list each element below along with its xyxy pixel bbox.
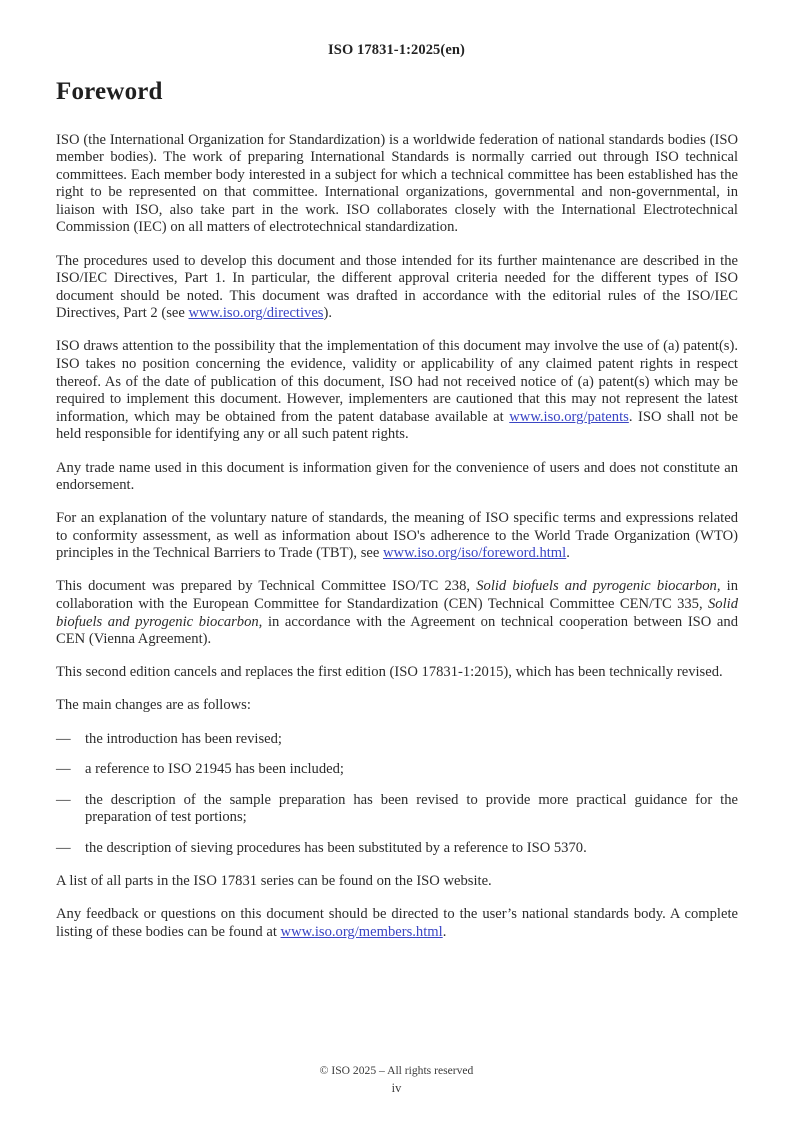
- page-title: Foreword: [56, 78, 163, 105]
- paragraph-patents: [56, 338, 738, 444]
- footer-page-number: iv: [391, 1081, 402, 1095]
- paragraph-feedback: [56, 906, 738, 941]
- tc-text-part-2: in collaboration with the European Committee for Standardization (CEN) Technical Committee CEN/TC 335,: [56, 578, 739, 613]
- paragraph-trade-name: Any trade name used in this document is information given for the convenience of users and does not constitute an endorsement.: [56, 459, 738, 494]
- list-item-text: the description of the sample preparation has been revised to provide more practical guidance for the preparation of test portions;: [85, 791, 738, 826]
- paragraph-procedures-text-before: The procedures used to develop this document and those intended for its further maintenance are described in the ISO/IEC Directives, Part 1. In particular, the different approval criteria needed for the different types of ISO document should be noted. This document was drafted in accordance with the editorial rules of the ISO/IEC Directives, Part 2 (see: [56, 252, 738, 322]
- list-item: [56, 761, 738, 779]
- em-dash-marker: —: [56, 791, 71, 808]
- paragraph-feedback-text-before: Any feedback or questions on this document should be directed to the user’s national standards body. A complete listing of these bodies can be found at: [56, 906, 738, 940]
- paragraph-iso-description: ISO (the International Organization for Standardization) is a worldwide federation of national standards bodies (ISO member bodies). The work of preparing International Standards is normally carried out through ISO technical committees. Each member body interested in a subject for which a technical committee has been established has the right to be represented on that committee. International organizations, governmental and non-governmental, in liaison with ISO, also take part in the work. ISO collaborates closely with the International Electrotechnical Commission (IEC) on all matters of electrotechnical standardization.: [56, 131, 738, 236]
- page-content: [56, 78, 738, 941]
- link-iso-foreword[interactable]: www.iso.org/iso/foreword.html: [382, 545, 567, 562]
- em-dash-marker: —: [56, 730, 71, 747]
- running-head: ISO 17831-1:2025(en): [328, 42, 465, 58]
- list-item-text: the introduction has been revised;: [85, 730, 282, 747]
- paragraph-main-changes-intro: The main changes are as follows:: [56, 697, 251, 714]
- paragraph-patents-text-after: . ISO shall not be held responsible for identifying any or all such patent rights.: [56, 408, 739, 443]
- paragraph-wto: [56, 510, 738, 563]
- list-item: [56, 840, 738, 858]
- list-item: [56, 731, 738, 749]
- link-iso-directives[interactable]: www.iso.org/directives: [188, 305, 324, 322]
- paragraph-wto-text-before: For an explanation of the voluntary nature of standards, the meaning of ISO specific terms and expressions related to conformity assessment, as well as information about ISO's adherence to the World Trade Organization (WTO) principles in the Technical Barriers to Trade (TBT), see: [56, 510, 738, 562]
- paragraph-wto-text-after: .: [566, 545, 570, 562]
- paragraph-patents-text-before: ISO draws attention to the possibility that the implementation of this document may involve the use of (a) patent(s). ISO takes no position concerning the evidence, validity or applicability of any claimed patent rights in respect thereof. As of the date of publication of this document, ISO had not received notice of (a) patent(s) which may be required to implement this document. However, implementers are cautioned that this may not represent the latest information, which may be obtained from the patent database available at: [56, 338, 738, 425]
- tc-text-part-3: in accordance with the Agreement on technical cooperation between ISO and CEN (Vienna Agreement).: [56, 613, 738, 648]
- paragraph-second-edition: This second edition cancels and replaces the first edition (ISO 17831-1:2015), which has been technically revised.: [56, 664, 723, 681]
- paragraph-all-parts: A list of all parts in the ISO 17831 series can be found on the ISO website.: [56, 873, 492, 889]
- tc-committee-title-1: Solid biofuels and pyrogenic biocarbon,: [476, 578, 721, 595]
- list-item: [56, 792, 738, 827]
- paragraph-procedures: [56, 253, 738, 323]
- em-dash-marker: —: [56, 839, 71, 856]
- link-iso-members[interactable]: www.iso.org/members.html: [280, 923, 443, 940]
- main-changes-list: [56, 731, 738, 858]
- paragraph-procedures-text-after: ).: [323, 305, 333, 322]
- paragraph-feedback-text-after: .: [442, 923, 447, 940]
- list-item-text: the description of sieving procedures has been substituted by a reference to ISO 5370.: [85, 839, 587, 856]
- link-iso-patents[interactable]: www.iso.org/patents: [509, 408, 629, 425]
- em-dash-marker: —: [56, 761, 71, 778]
- tc-text-part-1: This document was prepared by Technical Committee ISO/TC 238,: [56, 578, 477, 595]
- footer-copyright: © ISO 2025 – All rights reserved: [319, 1064, 474, 1077]
- tc-committee-title-2: Solid biofuels and pyrogenic biocarbon,: [56, 596, 738, 630]
- paragraph-technical-committee: [56, 578, 738, 648]
- list-item-text: a reference to ISO 21945 has been included;: [85, 761, 344, 778]
